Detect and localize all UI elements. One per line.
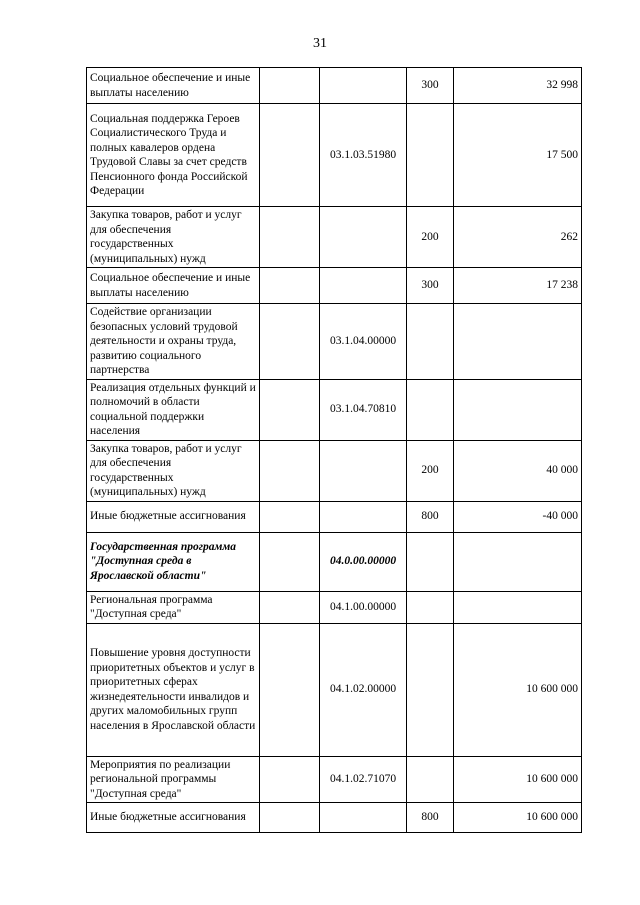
row-sum <box>454 532 582 591</box>
page-number: 31 <box>313 36 327 51</box>
row-sum <box>454 304 582 380</box>
row-empty-cell <box>260 623 320 756</box>
row-expense-type: 800 <box>407 501 454 532</box>
table-row <box>87 104 582 207</box>
row-empty-cell <box>260 501 320 532</box>
row-code: 04.0.00.00000 <box>320 532 407 591</box>
row-sum <box>454 591 582 623</box>
row-empty-cell <box>260 440 320 501</box>
table-row <box>87 756 582 803</box>
table-row <box>87 501 582 532</box>
row-expense-type <box>407 591 454 623</box>
row-name: Мероприятия по реализации региональной программы "Доступная среда" <box>87 756 260 803</box>
row-expense-type <box>407 304 454 380</box>
row-code <box>320 207 407 268</box>
table-row <box>87 803 582 833</box>
row-sum: 10 600 000 <box>454 803 582 833</box>
row-name: Государственная программа "Доступная среда в Ярославской области" <box>87 532 260 591</box>
row-empty-cell <box>260 756 320 803</box>
row-name: Социальное обеспечение и иные выплаты населению <box>87 268 260 304</box>
table-row <box>87 379 582 440</box>
row-name: Региональная программа "Доступная среда" <box>87 591 260 623</box>
row-name: Закупка товаров, работ и услуг для обеспечения государственных (муниципальных) нужд <box>87 207 260 268</box>
table-row <box>87 591 582 623</box>
row-empty-cell <box>260 104 320 207</box>
row-code <box>320 268 407 304</box>
row-expense-type: 800 <box>407 803 454 833</box>
row-empty-cell <box>260 532 320 591</box>
row-name: Иные бюджетные ассигнования <box>87 501 260 532</box>
row-expense-type: 300 <box>407 268 454 304</box>
row-empty-cell <box>260 268 320 304</box>
row-name: Социальная поддержка Героев Социалистического Труда и полных кавалеров ордена Трудовой Славы за счет средств Пенсионного фонда Российской Федерации <box>87 104 260 207</box>
row-code: 03.1.04.70810 <box>320 379 407 440</box>
row-expense-type <box>407 379 454 440</box>
table-row <box>87 207 582 268</box>
row-sum: 10 600 000 <box>454 623 582 756</box>
row-empty-cell <box>260 68 320 104</box>
row-code <box>320 68 407 104</box>
row-sum <box>454 379 582 440</box>
budget-table <box>86 67 582 833</box>
row-name: Социальное обеспечение и иные выплаты населению <box>87 68 260 104</box>
row-empty-cell <box>260 207 320 268</box>
row-code <box>320 440 407 501</box>
row-sum: 32 998 <box>454 68 582 104</box>
row-expense-type: 200 <box>407 440 454 501</box>
row-code: 03.1.03.51980 <box>320 104 407 207</box>
row-code: 04.1.02.00000 <box>320 623 407 756</box>
row-expense-type <box>407 756 454 803</box>
row-name: Содействие организации безопасных условий трудовой деятельности и охраны труда, развитию социального партнерства <box>87 304 260 380</box>
row-empty-cell <box>260 379 320 440</box>
row-code: 03.1.04.00000 <box>320 304 407 380</box>
row-name: Реализация отдельных функций и полномочий в области социальной поддержки населения <box>87 379 260 440</box>
row-empty-cell <box>260 304 320 380</box>
row-expense-type: 300 <box>407 68 454 104</box>
table-row <box>87 68 582 104</box>
row-expense-type <box>407 104 454 207</box>
row-sum: -40 000 <box>454 501 582 532</box>
row-sum: 17 500 <box>454 104 582 207</box>
row-empty-cell <box>260 591 320 623</box>
row-name: Повышение уровня доступности приоритетных объектов и услуг в приоритетных сферах жизнедеятельности инвалидов и других маломобильных групп населения в Ярославской области <box>87 623 260 756</box>
row-code: 04.1.02.71070 <box>320 756 407 803</box>
row-empty-cell <box>260 803 320 833</box>
row-name: Закупка товаров, работ и услуг для обеспечения государственных (муниципальных) нужд <box>87 440 260 501</box>
row-code <box>320 501 407 532</box>
row-sum: 40 000 <box>454 440 582 501</box>
table-row <box>87 623 582 756</box>
row-expense-type <box>407 532 454 591</box>
row-expense-type: 200 <box>407 207 454 268</box>
row-expense-type <box>407 623 454 756</box>
table-row <box>87 440 582 501</box>
row-sum: 10 600 000 <box>454 756 582 803</box>
row-name: Иные бюджетные ассигнования <box>87 803 260 833</box>
table-row <box>87 268 582 304</box>
row-code: 04.1.00.00000 <box>320 591 407 623</box>
row-code <box>320 803 407 833</box>
row-sum: 262 <box>454 207 582 268</box>
table-row <box>87 532 582 591</box>
table-row <box>87 304 582 380</box>
row-sum: 17 238 <box>454 268 582 304</box>
